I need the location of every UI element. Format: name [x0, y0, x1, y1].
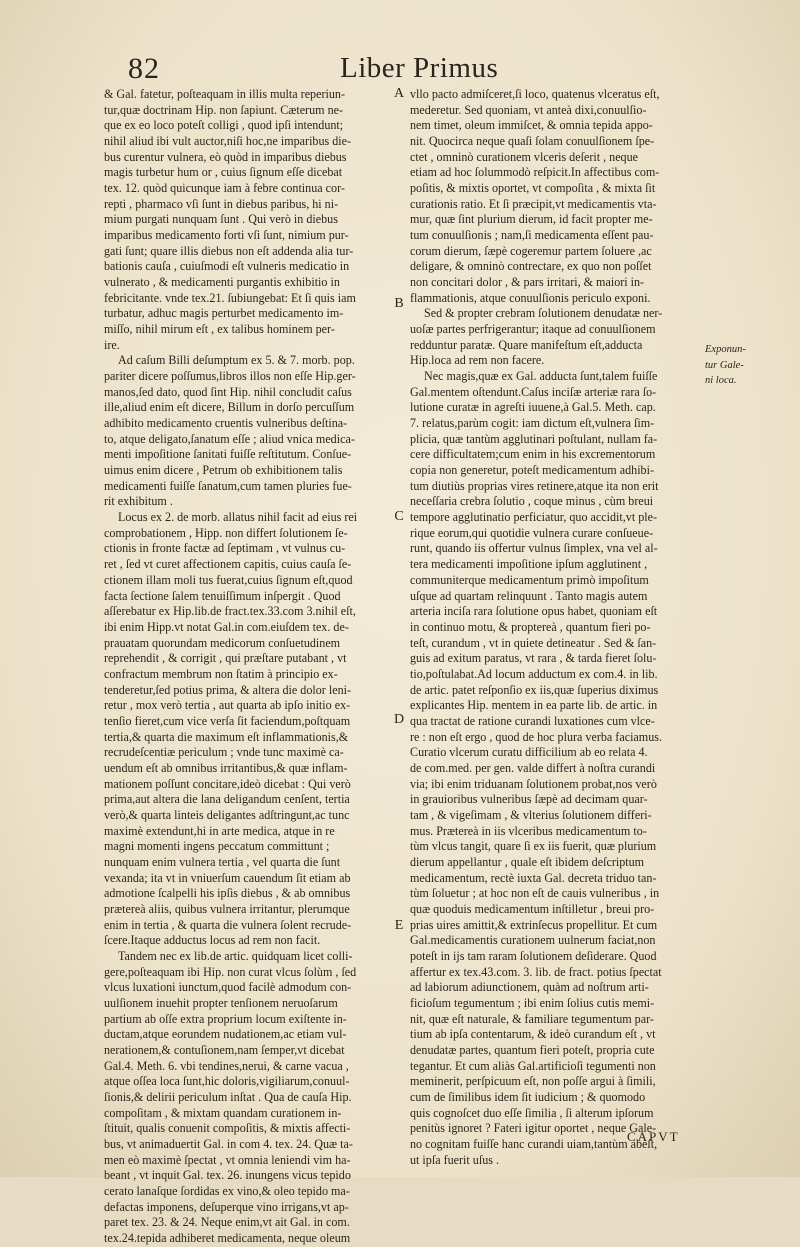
text-line: ctet , omninò curationem vlceris deſerit , neque — [410, 149, 639, 164]
text-line: & Gal. fatetur, poſteaquam in illis multa reperiun- — [104, 87, 345, 101]
text-line: tempore agglutinatio perficiatur, quo accidit,vt ple- — [410, 510, 658, 525]
text-line: ſcere.Itaque adductus locus ad rem non facit. — [104, 933, 321, 948]
book-title: Liber Primus — [340, 52, 499, 84]
text-line: Curatio vlcerum curatu difficilium ab eo relata 4. — [410, 745, 648, 760]
text-line: to, atque deligato,ſanatum eſſe ; aliud vnica medica- — [104, 431, 355, 446]
text-line: Gal.medicamentis curationem uulnerum faciat,non — [410, 933, 656, 948]
text-line: mederetur. Sed quoniam, vt anteà dixi,conuulſio- — [410, 102, 647, 117]
text-line: bus curentur vulnera, eò quòd in imparibus diebus — [104, 149, 347, 164]
text-line: curationis ratio. Et ſi præcipit,vt medicamentis vta- — [410, 196, 657, 211]
text-line: que ex eo loco poteſt colligi , quod ipſi intendunt; — [104, 118, 344, 133]
text-line: reprehendit , & corrigit , qui præſtare putabant , vt — [104, 651, 347, 666]
text-line: Gal.4. Meth. 6. vbi tendines,nerui, & carne vacua , — [104, 1058, 349, 1073]
text-line: tium ab ipſa contentarum, & ideò curandum eſt , vt — [410, 1027, 656, 1042]
text-line: cerato lanaſque ſordidas ex vino,& oleo tepido ma- — [104, 1184, 350, 1199]
text-line: repti , pharmaco vſi ſunt in diebus paribus, hi ni- — [104, 196, 339, 211]
text-line: in continuo motu, & proptereà , quantum fieri po- — [410, 619, 651, 634]
text-line: tam , & vigeſimam , & vlterius ſolutionem differi- — [410, 807, 652, 822]
text-line: tegantur. Et cum aliàs Gal.artificioſi tegumenti non — [410, 1058, 656, 1073]
text-line: vlcus luxationi iunctum,quod facilè admodum con- — [104, 980, 352, 995]
text-line: imparibus medicamento forti vſi ſunt, nimium pur- — [104, 228, 349, 243]
text-line: uendum eſt ab omnibus irritantibus,& quæ inflam- — [104, 760, 348, 775]
text-line: nerationem,& contuſionem,nam ſemper,vt dicebat — [104, 1042, 345, 1057]
text-line: tum diutiùs proprias vires retinere,atque ita non erit — [410, 478, 659, 493]
text-line: medicamenti fuiſſe ſanatum,cum tamen pluries fue- — [104, 478, 352, 493]
text-line: penitùs ignoret ? Fateri igitur oportet , neque Gale- — [410, 1121, 657, 1136]
text-line: recrudeſcentiæ periculum ; vnde tunc maximè ca- — [104, 745, 344, 760]
text-line: de com.med. per gen. valde differt à noſtra curandi — [410, 760, 656, 775]
text-line: Hip.loca ad rem non facere. — [410, 353, 545, 368]
text-line: bus, vt animaduertit Gal. in com 4. tex. 24. Quæ ta- — [104, 1137, 353, 1152]
text-line: nunquam enim vulnera tertia , vel quarta die ſunt — [104, 854, 341, 869]
text-line: communiterque medicamentum primò impoſitum — [410, 572, 649, 587]
text-line: prætereà aliis, quibus vulnera irritantur, plerumque — [104, 901, 350, 916]
text-line: ille,aliud enim eſt dicere, Billum in dorſo percuſſum — [104, 400, 355, 415]
text-line: mium purgati nunquam ſunt . Qui verò in diebus — [104, 212, 338, 227]
text-line: non concitari dolor , & pars irritari, & maiori in- — [410, 275, 645, 290]
text-line: poſitis, & mixtis oportet, vt compoſita , & mixta ſit — [410, 181, 656, 196]
left-text-column — [104, 87, 392, 1247]
text-line: defactas imponens, deſuperque vino irrigans,vt ap- — [104, 1199, 349, 1214]
text-line: poteſt in ijs tam raram ſolutionem deſiderare. Quod — [410, 948, 657, 963]
text-line: nihil aliud ibi vult auctor,niſi hoc,ne imparibus die- — [104, 134, 352, 149]
text-line: tera medicamenti impoſitione ipſum agglutinent , — [410, 557, 648, 572]
text-line: adhibito medicamento cruentis vulneribus deſtina- — [104, 416, 348, 431]
text-line: ibi enim Hipp.vt notat Gal.in com.eiuſdem tex. de- — [104, 619, 349, 634]
text-line: de artic. patet reſponſio ex iis,quæ ſuperius diximus — [410, 682, 659, 697]
text-line: Sed & propter crebram ſolutionem denudatæ ner- — [424, 306, 663, 321]
text-line: retur , mox verò tertia , aut quarta ab ipſo initio ex- — [104, 698, 351, 713]
section-letter-a: A — [393, 86, 405, 101]
text-line: dierum appellantur , quale eſt ibidem deſcriptum — [410, 854, 645, 869]
text-line: admotione ſcalpelli his ipſis diebus , & ab omnibus — [104, 886, 351, 901]
margin-note — [705, 343, 787, 390]
page-number: 82 — [128, 52, 160, 85]
text-line: etiam ad hoc ſolummodò reſpicit.In affectibus com- — [410, 165, 660, 180]
text-line: tur,quæ doctrinam Hip. non ſapiunt. Cæterum ne- — [104, 102, 344, 117]
text-line: in grauioribus vulneribus ſæpè ad decimam quar- — [410, 792, 648, 807]
text-line: re : non eſt ergo , quod de hoc plura verba faciamus. — [410, 729, 662, 744]
text-line: prias uires amittit,& extrinſecus propellitur. Et cum — [410, 917, 658, 932]
text-line: cum de ſimilibus idem ſit iudicium ; & quomodo — [410, 1090, 646, 1104]
catchword: CAPVT — [627, 1129, 680, 1144]
text-line: bationis cauſa , cuiuſmodi eſt vulneris medicatio in — [104, 259, 350, 274]
text-line: Nec magis,quæ ex Gal. adducta ſunt,talem fuiſſe — [424, 369, 658, 384]
text-line: via; ibi enim triduanam ſolutionem probat,nos verò — [410, 776, 657, 791]
margin-note-line: ni loca. — [705, 375, 737, 387]
text-line: flammationis, atque conuulſionis periculo exponi. — [410, 290, 651, 305]
text-line: ut ipſa fuerit uſus . — [410, 1152, 500, 1167]
text-line: rique eorum,qui quotidie vulnera curare conſueue- — [410, 525, 654, 540]
text-line: Gal.mentem oſtendunt.Caſus inciſæ arteriæ rara ſo- — [410, 384, 657, 399]
text-line: mus. Prætereà in iis vlceribus medicamentum to- — [410, 823, 647, 838]
text-line: aſſerebatur ex Hip.lib.de fract.tex.33.com 3.nihil eſt, — [104, 604, 356, 619]
text-line: affertur ex tex.43.com. 3. lib. de fract. potius ſpectat — [410, 964, 662, 979]
text-line: magis turbetur hum or , cuius ſignum eſſe dicebat — [104, 165, 343, 180]
text-line: ctionis in fronte factæ ad ſeptimam , vt vulnus cu- — [104, 541, 346, 556]
text-line: qua tractat de ratione curandi luxationes cum vlce- — [410, 713, 655, 728]
text-line: lutione curatæ in agreſti iuuene,à Gal.5. Meth. cap. — [410, 400, 656, 415]
text-line: uimus enim dicere , Petrum ob exhibitionem talis — [104, 463, 343, 478]
text-line: Locus ex 2. de morb. allatus nihil facit ad eius rei — [118, 510, 358, 525]
text-line: ire. — [104, 337, 120, 352]
text-line: ductam,atque eorundem nudationem,ac etiam vul- — [104, 1027, 347, 1042]
text-line: Ad caſum Billi deſumptum ex 5. & 7. morb. pop. — [118, 353, 355, 368]
text-line: quis cognoſcet duo eſſe ſimilia , ſi alterum ipſorum — [410, 1105, 654, 1120]
text-line: plicia, quæ tantùm agglutinari poſtulant, nullam fa- — [410, 431, 658, 446]
text-line: teſt, curandum , vt in quiete detineatur . Sed & ſan- — [410, 635, 657, 650]
text-line: maximè extendunt,hi in arte medica, atque in re — [104, 823, 335, 838]
text-line: paret tex. 23. & 24. Neque enim,vt ait Gal. in com. — [104, 1215, 350, 1230]
text-line: ad labiorum adiunctionem, quàm ad noſtrum arti- — [410, 980, 649, 995]
text-line: uulſionem inuehit propter tenſionem neruoſarum — [104, 995, 338, 1010]
text-line: magni momenti ingens peccatum committunt ; — [104, 839, 330, 854]
text-line: febricitante. vnde tex.21. ſubiungebat: Et ſi quis iam — [104, 290, 356, 305]
text-line: mur, quæ ſint plurium dierum, id facit propter me- — [410, 212, 653, 227]
text-line: nit, quæ eſt naturale, & familiare tegumentum par- — [410, 1011, 654, 1026]
text-line: explicantes Hip. mentem in ea parte lib. de artic. in — [410, 698, 658, 713]
text-line: ctionem illam moli tus fuerat,cuius ſignum eſt,quod — [104, 572, 353, 587]
text-line: denudatæ partes, quantum fieri poteſt, propria cute — [410, 1042, 655, 1057]
text-line: Tandem nec ex lib.de artic. quidquam licet colli- — [118, 948, 353, 963]
text-line: cere difficultatem;cum enim in his excrementorum — [410, 447, 656, 462]
text-line: tenderetur,ſed potius prima, & altera die dolor leni- — [104, 682, 352, 697]
text-line: quæ quoduis medicamentum inſtilletur , breui pro- — [410, 901, 655, 916]
text-line: nem timet, oleum immiſcet, & omnia tepida appo- — [410, 118, 653, 133]
text-line: prima,aut altera die lana deligandum cenſent, tertia — [104, 792, 350, 807]
right-text-column — [410, 87, 704, 1168]
section-letter-b: B — [394, 296, 404, 311]
text-line: ficioſum tegumentum ; ibi enim ſolius cutis memi- — [410, 995, 655, 1010]
text-line: tùm ſoluetur ; at hoc non eſt de cauis vulneribus , in — [410, 886, 660, 901]
text-line: partium ab oſſe extra proprium locum exiſtente in- — [104, 1011, 347, 1026]
text-line: guis ad exitum paratus, vt rara , & tarda fieret ſolu- — [410, 651, 657, 666]
text-line: tertia,& quarta die maximum eſt inflammationis,& — [104, 729, 349, 744]
text-line: tex.24.tepida adhiberet medicamenta, neque oleum — [104, 1231, 351, 1246]
section-letter-c: C — [394, 509, 404, 524]
text-line: corum dierum, ſæpè cogeremur partem ſoluere ,ac — [410, 243, 652, 258]
section-letter-e: E — [394, 918, 404, 933]
text-line: confractum membrum non ſtatim à principio ex- — [104, 666, 338, 681]
text-line: vexanda; ita vt in vniuerſum cauendum ſit etiam ab — [104, 870, 351, 885]
text-line: uſque ad quartam relinquunt . Tanto magis autem — [410, 588, 648, 603]
text-line: mationem poſſunt concitare,ideò dicebat : Qui verò — [104, 776, 351, 791]
text-line: men eò maximè ſpectat , vt omnia leniendi vim ha- — [104, 1152, 351, 1167]
text-line: no cognitam fuiſſe hanc curandi uiam,tantùm abeſt, — [410, 1137, 658, 1152]
margin-note-line: Exponun- — [705, 344, 746, 355]
text-line: runt, quando iis offertur vulnus ſimplex, vna vel al- — [410, 541, 658, 556]
text-line: vllo pacto admiſceret,ſi loco, quatenus vlceratus eſt, — [410, 87, 660, 101]
text-line: facta ſectione ſalem tenuiſſimum inſpergit . Quod — [104, 588, 341, 603]
text-line: medicamentum, rectè iuxta Gal. decreta triduo tan- — [410, 870, 657, 885]
text-line: tex. 12. quòd quicunque iam à febre continua cor- — [104, 181, 345, 196]
text-line: 7. relatus,parùm cogit: iam dictum eſt,vulnera ſim- — [410, 416, 655, 431]
text-line: manos,ſed dato, quod ſint Hip. nihil concludit caſus — [104, 384, 352, 399]
text-line: deligare, & omninò contrectare, ex quo non poſſet — [410, 259, 652, 274]
text-line: pariter dicere poſſumus,libros illos non eſſe Hip.ger- — [104, 369, 356, 384]
text-line: uoſæ partes perfrigerantur; itaque ad conuulſionem — [410, 322, 656, 337]
text-line: vulnerato , & medicamenti purgantis exhibitio in — [104, 275, 340, 290]
text-line: nit. Quocirca neque quaſi ſolam conuulſionem ſpe- — [410, 134, 655, 149]
text-line: gere,poſteaquam ibi Hip. non curat vlcus ſolùm , ſed — [104, 964, 357, 979]
text-line: miſſo, nihil mirum eſt , ex talibus hominem per- — [104, 322, 335, 337]
text-line: neceſſaria crebra ſolutio , coque minus , cùm breui — [410, 494, 654, 509]
text-line: ſtituit, qualis conuenit compoſitis, & mixtis affecti- — [104, 1121, 351, 1136]
text-line: comprobationem , Hipp. non differt ſolutionem ſe- — [104, 525, 348, 540]
text-line: meminerit, perſpicuum eſt, non poſſe argui à ſimili, — [410, 1074, 656, 1089]
text-line: compoſitam , & mixtam quandam curationem in- — [104, 1105, 342, 1120]
text-line: prauatam quorundam medicorum conſuetudinem — [104, 635, 341, 650]
text-line: turbatur, adhuc magis perturbet medicamento im- — [104, 306, 344, 321]
text-line: tio,poſtulabat.Ad locum adductum ex com.4. in lib. — [410, 666, 658, 681]
text-line: atque oſſea loca ſunt,hic doloris,vigiliarum,conuul- — [104, 1074, 350, 1089]
text-line: tùm vlcus tangit, quare ſi ex iis fuerit, quæ plurium — [410, 839, 657, 854]
text-line: arteria inciſa rara ſolutione opus habet, quoniam eſt — [410, 604, 658, 619]
text-line: menti impoſitione ſanitati fuiſſe reſtitutum. Conſue- — [104, 447, 352, 462]
section-letter-d: D — [393, 712, 405, 727]
text-line: gati ſunt; quare illis diebus non eſt addenda alia tur- — [104, 243, 354, 258]
text-line: tum conuulſionis ; nam,ſi medicamenta eſſent pau- — [410, 228, 654, 243]
margin-note-line: tur Gale- — [705, 359, 744, 371]
text-line: enim in tertia , & quarta die vulnera ſolent recrude- — [104, 917, 352, 932]
text-line: tenſio fieret,cum vice verſa ſit faciendum,poſtquam — [104, 713, 351, 728]
text-line: beant , vt inquit Gal. tex. 26. inungens vicus tepido — [104, 1168, 351, 1183]
text-line: redduntur paratæ. Quare manifeſtum eſt,adducta — [410, 337, 643, 352]
text-line: rit exhibitum . — [104, 494, 173, 509]
text-line: ſionis,& delirii periculum inſtat . Qua de cauſa Hip. — [104, 1090, 352, 1104]
text-line: ret , ſed vt curet affectionem capitis, cuius cauſa ſe- — [104, 557, 352, 572]
text-line: copia non generetur, poteſt medicamentum adhibi- — [410, 463, 654, 478]
text-line: verò,& quarta linteis deligantes adſtringunt,ac tunc — [104, 807, 350, 822]
